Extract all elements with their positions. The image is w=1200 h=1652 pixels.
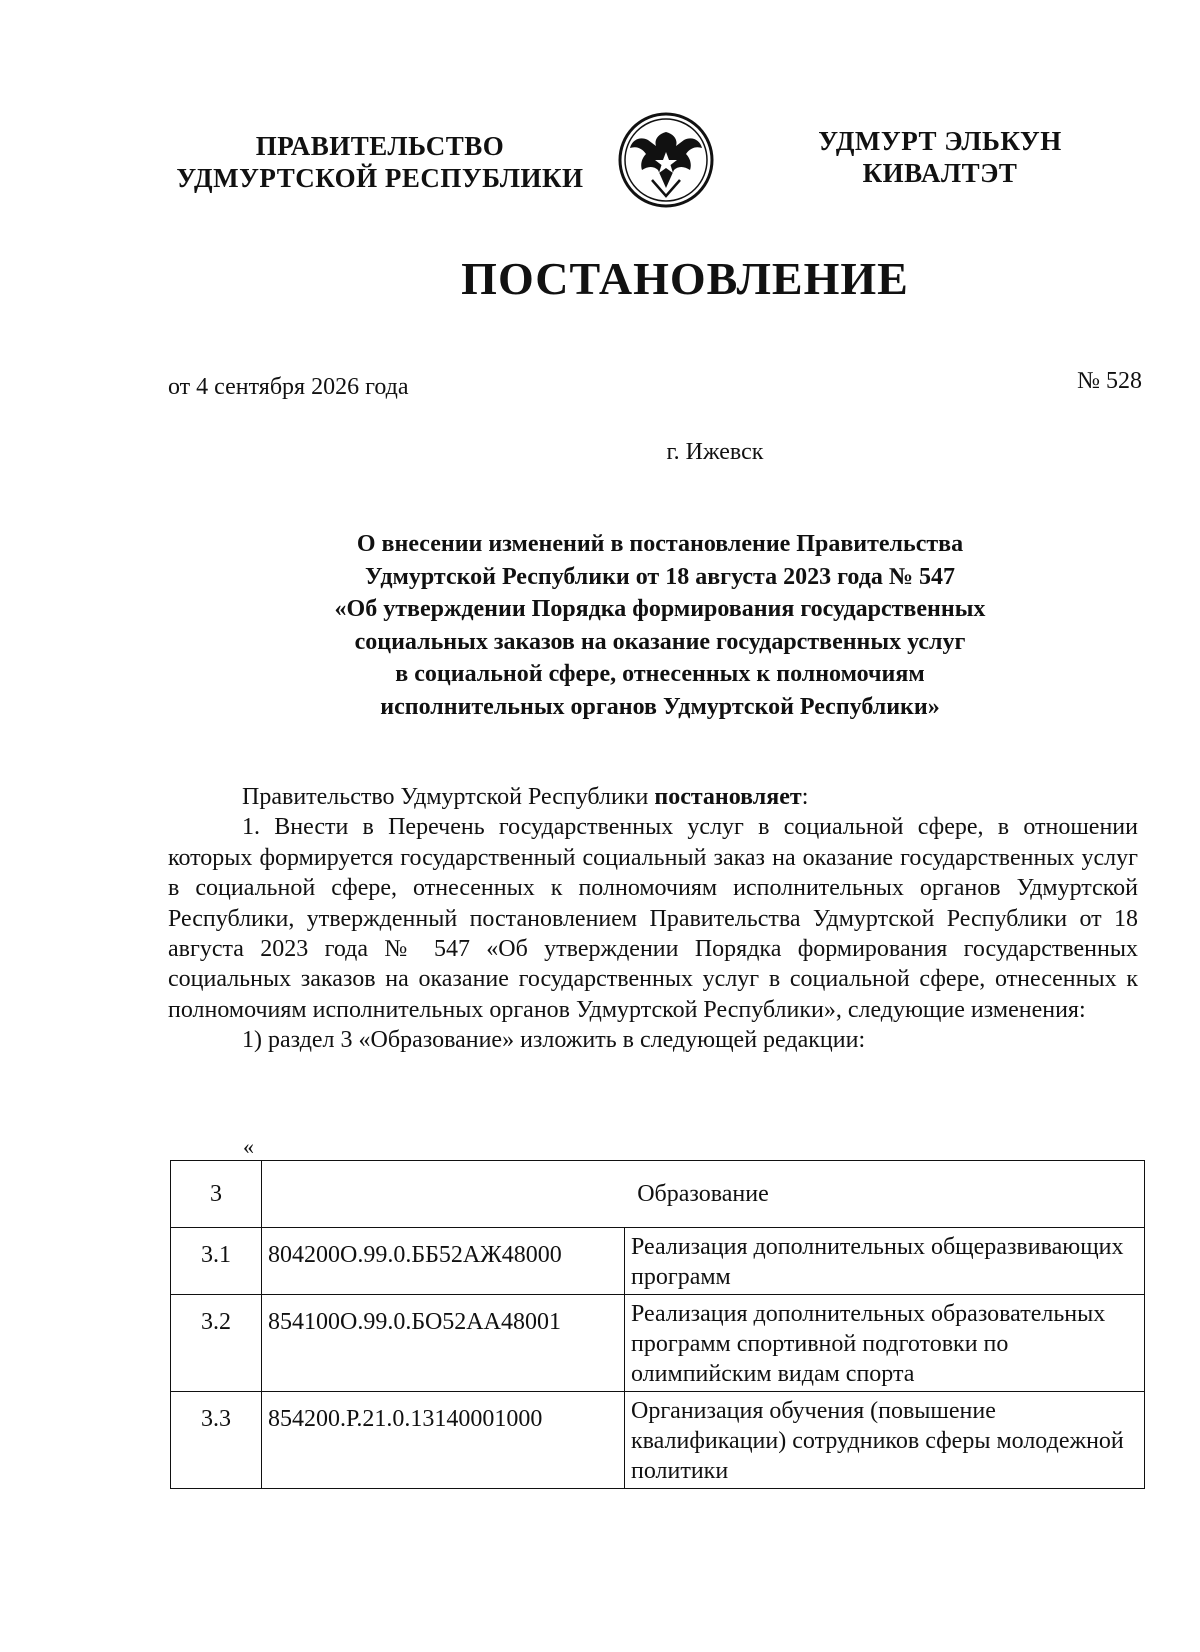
org-name-russian-line2: УДМУРТСКОЙ РЕСПУБЛИКИ bbox=[176, 163, 584, 193]
table-row bbox=[171, 1392, 1145, 1489]
org-name-russian bbox=[160, 130, 600, 194]
document-body bbox=[168, 782, 1138, 1056]
org-name-udmurt-line2: КИВАЛТЭТ bbox=[862, 158, 1018, 188]
section-name-cell: Образование bbox=[262, 1161, 1145, 1228]
title-line: О внесении изменений в постановление Правительства bbox=[356, 531, 964, 557]
row-number-cell: 3.3 bbox=[171, 1392, 262, 1489]
row-name-cell: Реализация дополнительных общеразвивающих программ bbox=[625, 1228, 1145, 1295]
intro-paragraph bbox=[168, 782, 1138, 812]
document-title bbox=[220, 528, 1100, 723]
document-number: № 528 bbox=[1077, 368, 1142, 394]
document-type-heading: ПОСТАНОВЛЕНИЕ bbox=[461, 253, 909, 304]
org-name-russian-line1: ПРАВИТЕЛЬСТВО bbox=[255, 131, 505, 161]
document-date: от 4 сентября 2026 года bbox=[168, 374, 409, 400]
title-line: социальных заказов на оказание государственных услуг bbox=[354, 628, 966, 655]
title-line: в социальной сфере, отнесенных к полномочиям bbox=[395, 661, 925, 687]
org-name-udmurt bbox=[790, 125, 1090, 189]
udmurt-coat-of-arms-icon bbox=[612, 110, 720, 210]
title-line: Удмуртской Республики от 18 августа 2023 года № 547 bbox=[365, 563, 955, 590]
row-number-cell: 3.2 bbox=[171, 1295, 262, 1392]
paragraph-1: 1. Внести в Перечень государственных услуг в социальной сфере, в отношении которых формируется государственный социальный заказ на оказание государственных услуг в социальной сфере, отнесенных к полномочиям исполнительных органов Удмуртской Республики, утвержденный постановлением Правительства Удмуртской Республики от 18 августа 2023 года № 547 «Об утверждении Порядка формирования государственных социальных заказов на оказание государственных услуг в социальной сфере, отнесенных к полномочиям исполнительных органов Удмуртской Республики», следующие изменения: bbox=[168, 814, 1138, 1023]
row-number-cell: 3.1 bbox=[171, 1228, 262, 1295]
table-row bbox=[171, 1295, 1145, 1392]
paragraph-1-item-1: 1) раздел 3 «Образование» изложить в следующей редакции: bbox=[242, 1027, 866, 1054]
table-section-row bbox=[171, 1161, 1145, 1228]
intro-colon: : bbox=[801, 784, 809, 810]
row-name-cell: Реализация дополнительных образовательных программ спортивной подготовки по олимпийским видам спорта bbox=[625, 1295, 1145, 1392]
document-city: г. Ижевск bbox=[666, 439, 764, 465]
table-row bbox=[171, 1228, 1145, 1295]
title-line: «Об утверждении Порядка формирования государственных bbox=[334, 596, 986, 622]
row-code-cell: 804200О.99.0.ББ52АЖ48000 bbox=[262, 1228, 625, 1295]
intro-verb: постановляет bbox=[654, 784, 802, 810]
intro-text: Правительство Удмуртской Республики bbox=[242, 784, 655, 810]
row-name-cell: Организация обучения (повышение квалификации) сотрудников сферы молодежной политики bbox=[625, 1392, 1145, 1489]
row-code-cell: 854100О.99.0.БО52АА48001 bbox=[262, 1295, 625, 1392]
quote-open-mark: « bbox=[243, 1134, 254, 1159]
org-name-udmurt-line1: УДМУРТ ЭЛЬКУН bbox=[818, 126, 1062, 156]
services-table bbox=[170, 1160, 1145, 1489]
title-line: исполнительных органов Удмуртской Республики» bbox=[380, 693, 940, 720]
row-code-cell: 854200.Р.21.0.13140001000 bbox=[262, 1392, 625, 1489]
section-number-cell: 3 bbox=[171, 1161, 262, 1228]
